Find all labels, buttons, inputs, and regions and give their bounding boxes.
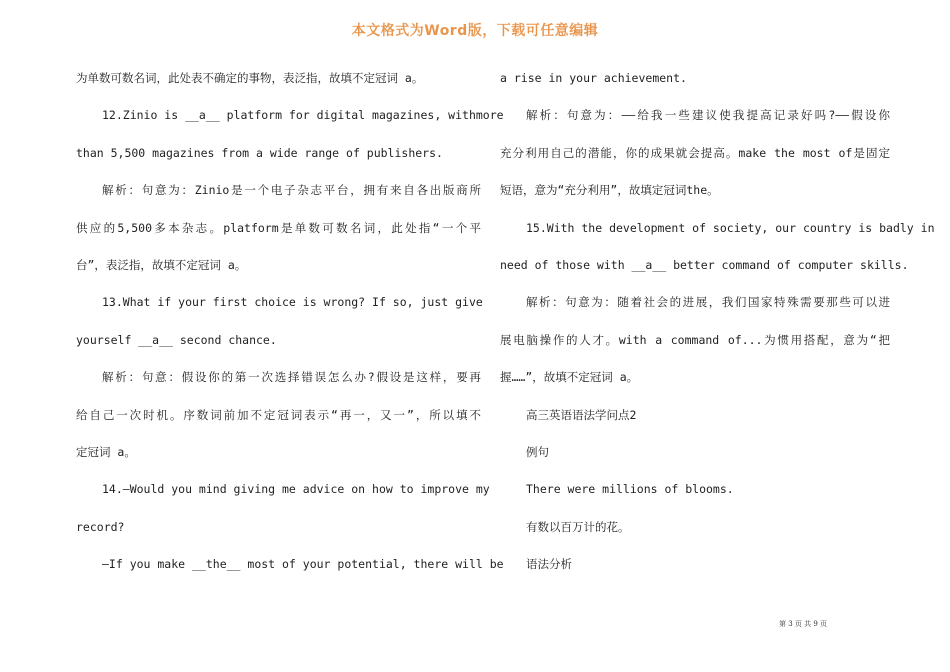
text-line: 12.Zinio is __a__ platform for digital magazines, withmore bbox=[102, 108, 504, 123]
text-line: than 5,500 magazines from a wide range of publishers. bbox=[76, 145, 443, 160]
text-line: 充分利用自己的潜能，你的成果就会提高。make the most of是固定 bbox=[500, 145, 890, 160]
text-line: yourself __a__ second chance. bbox=[76, 332, 277, 347]
text-line: 给自己一次时机。序数词前加不定冠词表示“再一，又一”，所以填不 bbox=[76, 407, 481, 422]
text-line: 14.—Would you mind giving me advice on how to improve my bbox=[102, 482, 490, 497]
text-line: 15.With the development of society, our country is badly in bbox=[526, 220, 935, 235]
text-line: 语法分析 bbox=[526, 557, 572, 572]
text-line: 解析：句意为：Zinio是一个电子杂志平台，拥有来自各出版商所 bbox=[102, 183, 481, 198]
text-line: 高三英语语法学问点2 bbox=[526, 407, 637, 422]
text-line: 有数以百万计的花。 bbox=[526, 519, 630, 534]
text-line: 展电脑操作的人才。with a command of...为惯用搭配，意为“把 bbox=[500, 332, 890, 347]
left-column bbox=[76, 60, 504, 583]
page-number: 第 3 页 共 9 页 bbox=[779, 620, 828, 628]
text-line: 例句 bbox=[526, 444, 549, 459]
text-line: 解析：句意：假设你的第一次选择错误怎么办?假设是这样，要再 bbox=[102, 370, 481, 385]
text-line: 13.What if your first choice is wrong? If so, just give bbox=[102, 295, 483, 310]
text-line: 台”，表泛指，故填不定冠词 a。 bbox=[76, 257, 247, 272]
text-line: record? bbox=[76, 519, 125, 534]
text-line: a rise in your achievement. bbox=[500, 71, 687, 85]
right-column bbox=[500, 60, 935, 583]
text-line: 握……”，故填不定冠词 a。 bbox=[500, 370, 639, 385]
text-line: 解析：句意为：随着社会的进展，我们国家特殊需要那些可以进 bbox=[526, 295, 890, 310]
text-line: 供应的5,500多本杂志。platform是单数可数名词，此处指“一个平 bbox=[76, 220, 481, 235]
text-line: —If you make __the__ most of your potential, there will be bbox=[102, 557, 504, 572]
text-line: need of those with __a__ better command of computer skills. bbox=[500, 257, 909, 272]
text-line: There were millions of blooms. bbox=[526, 482, 734, 497]
text-line: 解析：句意为：——给我一些建议使我提高记录好吗?——假设你 bbox=[526, 108, 890, 123]
document-header: 本文格式为Word版，下载可任意编辑 bbox=[351, 23, 599, 39]
text-line: 短语，意为“充分利用”，故填定冠词the。 bbox=[500, 183, 719, 198]
text-line: 定冠词 a。 bbox=[76, 444, 136, 459]
text-line: 为单数可数名词，此处表不确定的事物，表泛指，故填不定冠词 a。 bbox=[76, 71, 424, 85]
